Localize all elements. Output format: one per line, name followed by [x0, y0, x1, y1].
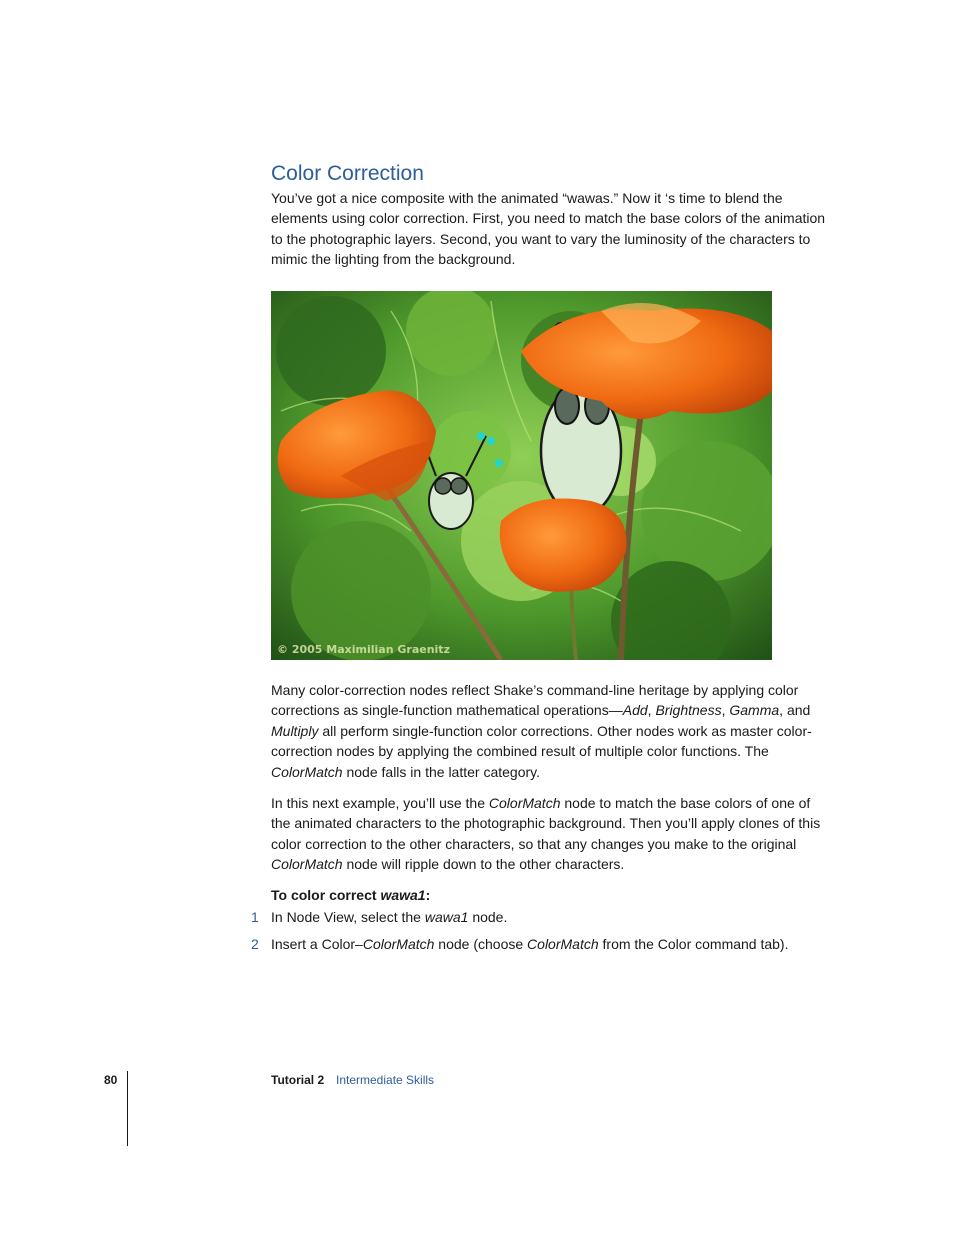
- composite-photo: [271, 291, 772, 660]
- example-paragraph: In this next example, you’ll use the ColorMatch node to match the base colors of one of the animated characters to the photographic background. Then you’ll apply clones of this color correction to the other characters, so that any changes you make to the original ColorMatch node will ripple down to the other characters.: [271, 795, 821, 873]
- procedure-step: 2 Insert a Color–ColorMatch node (choose ColorMatch from the Color command tab).: [240, 934, 789, 954]
- page-number: 80: [104, 1073, 118, 1087]
- step-number: 1: [251, 909, 259, 925]
- footer-section: Intermediate Skills: [336, 1073, 435, 1087]
- poppy-center: [500, 499, 627, 592]
- photo-watermark: © 2005 Maximilian Graenitz: [277, 643, 450, 656]
- intro-paragraph: You’ve got a nice composite with the animated “wawas.” Now it ‘s time to blend the elements using color correction. First, you need to match the base colors of the animation to the photographic layers. Second, you want to vary the luminosity of the characters to mimic the lighting from the background.: [271, 190, 826, 268]
- step-number: 2: [251, 936, 259, 952]
- footer-divider: [127, 1071, 128, 1146]
- flower-scene-illustration: [271, 291, 772, 660]
- colorcorrection-paragraph: Many color-correction nodes reflect Shake’s command-line heritage by applying color corrections as single-function mathematical operations—Add, Brightness, Gamma, and Multiply all perform single-function color corrections. Other nodes work as master color-correction nodes by applying the combined result of multiple color functions. The ColorMatch node falls in the latter category.: [271, 682, 812, 780]
- procedure-title: To color correct wawa1:: [271, 887, 431, 903]
- section-heading: Color Correction: [271, 162, 424, 185]
- procedure-step: 1 In Node View, select the wawa1 node.: [240, 907, 507, 927]
- footer-tutorial: Tutorial 2: [271, 1073, 325, 1087]
